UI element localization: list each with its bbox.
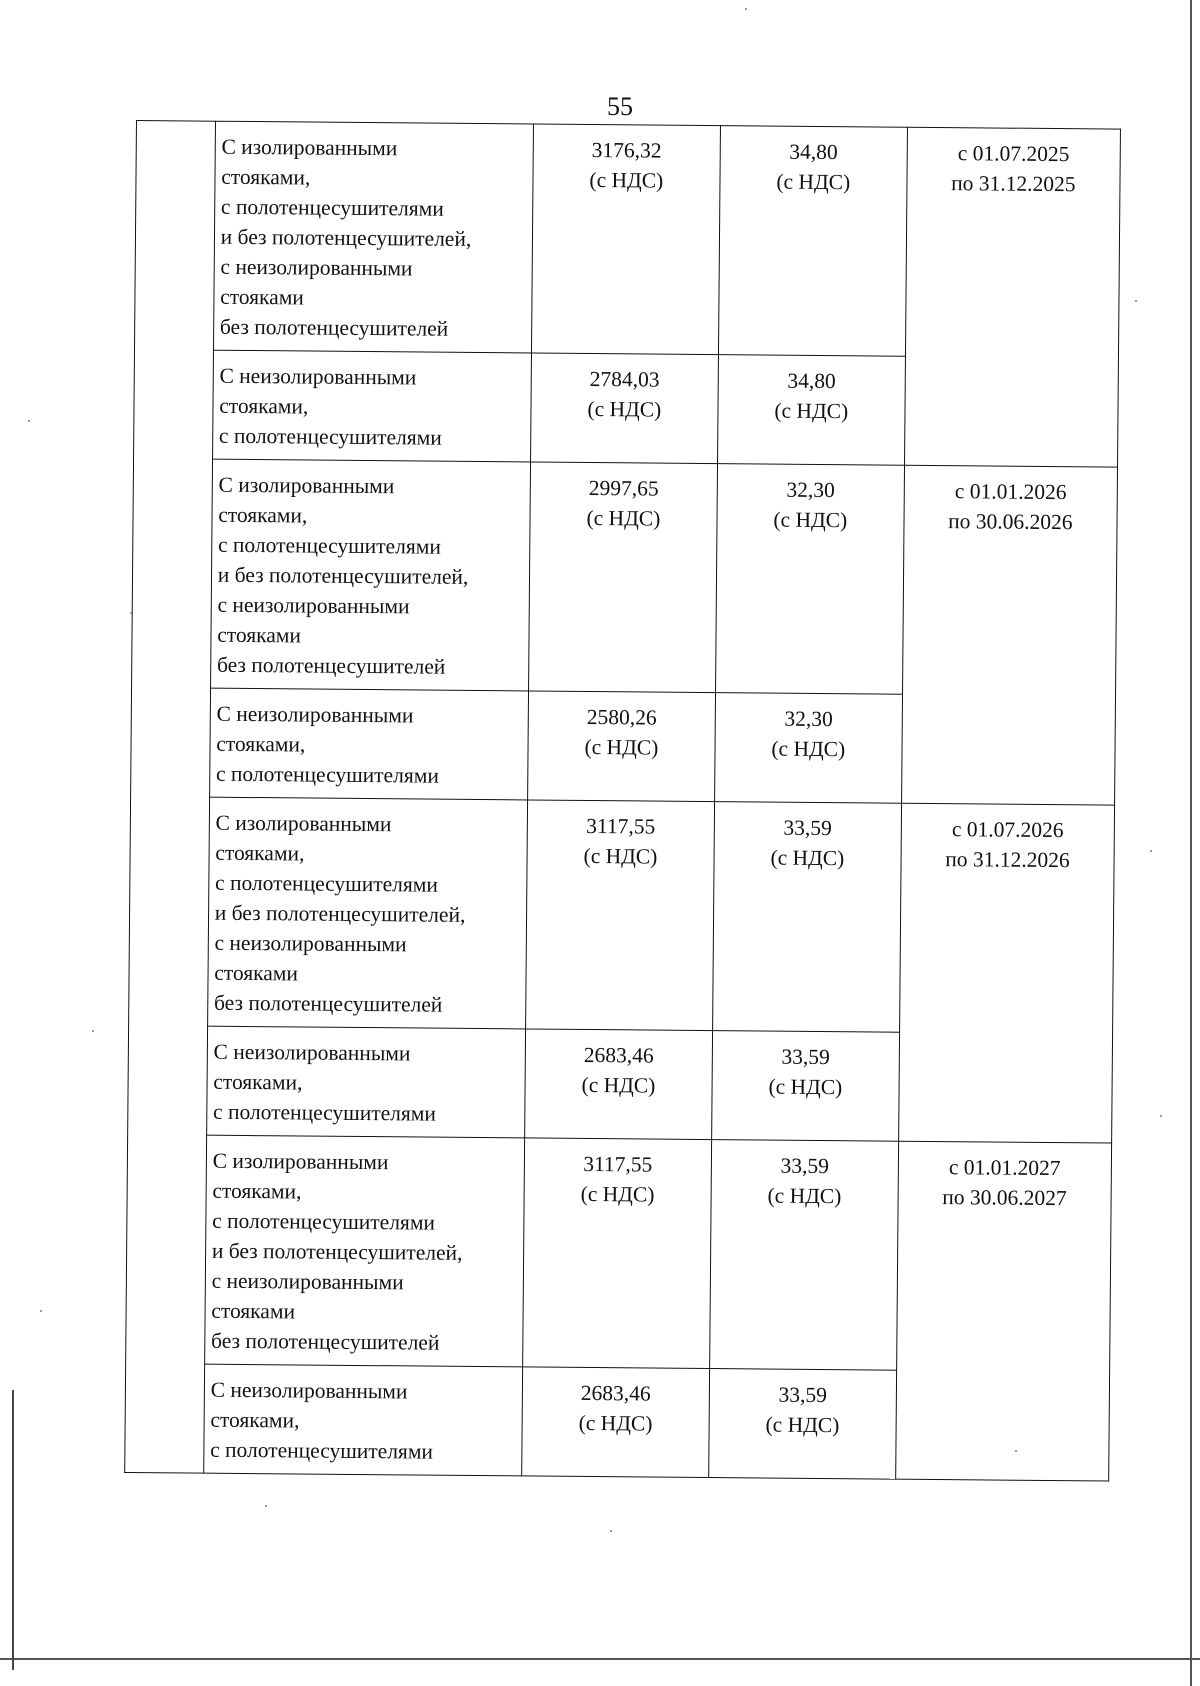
vat-note: (с НДС) xyxy=(773,507,848,533)
vat-note: (с НДС) xyxy=(584,734,659,760)
rate-value-cell xyxy=(717,355,905,466)
period-end: по 31.12.2026 xyxy=(945,847,1070,873)
riser-type-line: стояками, xyxy=(216,731,306,757)
blank-left-column xyxy=(125,121,216,1474)
riser-type-line: С изолированными xyxy=(221,134,398,161)
riser-type-line: С неизолированными xyxy=(219,363,417,390)
riser-type-line: С изолированными xyxy=(218,472,395,499)
tariff-value: 2997,65 xyxy=(588,475,659,501)
rate-value: 33,59 xyxy=(783,815,832,841)
riser-type-line: и без полотенцесушителей, xyxy=(211,1238,463,1265)
vat-note: (с НДС) xyxy=(768,1074,843,1100)
tariff-table xyxy=(124,120,1121,1482)
tariff-value-cell xyxy=(523,1138,712,1369)
riser-type-line: стояками, xyxy=(219,393,309,419)
riser-type-cell xyxy=(203,1364,522,1476)
scan-speck xyxy=(745,8,747,10)
riser-type-line: С неизолированными xyxy=(210,1377,408,1404)
riser-type-line: стояками xyxy=(217,622,302,648)
page-number: 55 xyxy=(607,92,633,121)
scan-speck xyxy=(1135,300,1137,302)
scan-speck xyxy=(610,1530,612,1532)
scan-page-edge-bottom xyxy=(0,1658,1200,1660)
rate-value-cell xyxy=(715,464,904,695)
vat-note: (с НДС) xyxy=(587,396,662,422)
riser-type-line: стояками, xyxy=(212,1178,302,1204)
vat-note: (с НДС) xyxy=(767,1183,842,1209)
riser-type-line: и без полотенцесушителей, xyxy=(217,562,469,589)
riser-type-line: с полотенцесушителями xyxy=(212,1208,436,1235)
table-row xyxy=(129,796,1115,1034)
rate-value: 34,80 xyxy=(787,368,836,394)
tariff-value-cell xyxy=(530,353,718,464)
tariff-value: 2580,26 xyxy=(586,704,657,730)
scan-speck xyxy=(130,612,132,614)
riser-type-line: стояками, xyxy=(210,1407,300,1433)
riser-type-line: стояками xyxy=(220,284,304,310)
vat-note: (с НДС) xyxy=(771,736,846,762)
vat-note: (с НДС) xyxy=(586,505,661,531)
riser-type-line: С неизолированными xyxy=(216,701,414,728)
rate-value-cell xyxy=(711,1031,899,1142)
period-start: с 01.01.2026 xyxy=(954,479,1067,505)
tariff-value: 3117,55 xyxy=(586,813,656,839)
tariff-value-cell xyxy=(526,800,715,1031)
riser-type-line: стояками, xyxy=(213,1069,303,1095)
period-end: по 31.12.2025 xyxy=(951,171,1076,197)
scan-page-edge-left xyxy=(12,1390,14,1670)
tariff-value: 3117,55 xyxy=(583,1151,653,1177)
riser-type-line: с неизолированными xyxy=(217,592,410,619)
riser-type-line: стояками, xyxy=(218,502,308,528)
riser-type-cell xyxy=(213,121,533,353)
vat-note: (с НДС) xyxy=(583,843,658,869)
period-end: по 30.06.2026 xyxy=(948,509,1073,535)
riser-type-line: с полотенцесушителями xyxy=(217,532,442,559)
rate-value-cell xyxy=(712,802,901,1033)
rate-value-cell xyxy=(718,126,907,357)
tariff-value: 2784,03 xyxy=(589,366,660,392)
vat-note: (с НДС) xyxy=(765,1412,840,1438)
vat-note: (с НДС) xyxy=(589,167,664,193)
period-start: с 01.07.2026 xyxy=(951,817,1064,843)
tariff-value: 2683,46 xyxy=(583,1042,654,1068)
riser-type-cell xyxy=(204,1135,524,1367)
rate-value-cell xyxy=(709,1369,897,1480)
riser-type-line: с полотенцесушителями xyxy=(212,1099,437,1126)
riser-type-line: с полотенцесушителями xyxy=(214,870,439,897)
tariff-value-cell xyxy=(525,1029,713,1140)
period-end: по 30.06.2027 xyxy=(942,1185,1067,1211)
riser-type-line: стояками xyxy=(211,1298,296,1324)
period-cell xyxy=(901,465,1117,805)
vat-note: (с НДС) xyxy=(770,845,845,871)
riser-type-line: с неизолированными xyxy=(220,254,413,281)
period-start: с 01.01.2027 xyxy=(948,1155,1061,1181)
scan-speck xyxy=(28,420,30,422)
rate-value: 33,59 xyxy=(781,1044,830,1070)
riser-type-line: стояками, xyxy=(215,840,305,866)
rate-value-cell xyxy=(714,693,902,804)
riser-type-line: с полотенцесушителями xyxy=(220,194,444,221)
table-row xyxy=(134,121,1120,359)
riser-type-line: без полотенцесушителей xyxy=(219,314,449,341)
riser-type-line: С неизолированными xyxy=(213,1039,411,1066)
vat-note: (с НДС) xyxy=(776,169,851,195)
rate-value: 33,59 xyxy=(780,1153,830,1179)
riser-type-line: С изолированными xyxy=(212,1148,389,1175)
riser-type-line: без полотенцесушителей xyxy=(210,1328,440,1355)
riser-type-line: с неизолированными xyxy=(214,930,407,957)
vat-note: (с НДС) xyxy=(581,1072,656,1098)
rate-value-cell xyxy=(709,1140,898,1371)
period-cell xyxy=(895,1141,1111,1481)
rate-value: 32,30 xyxy=(784,706,833,732)
riser-type-line: с полотенцесушителями xyxy=(218,423,442,450)
period-cell xyxy=(904,127,1120,467)
vat-note: (с НДС) xyxy=(580,1181,655,1207)
vat-note: (с НДС) xyxy=(774,398,849,424)
riser-type-cell xyxy=(209,688,528,800)
rate-value: 33,59 xyxy=(778,1382,828,1408)
tariff-value-cell xyxy=(522,1367,710,1478)
riser-type-line: и без полотенцесушителей, xyxy=(220,224,472,251)
tariff-value-cell xyxy=(531,124,720,355)
table-row xyxy=(132,458,1118,696)
scan-speck xyxy=(1160,1115,1162,1117)
riser-type-line: с неизолированными xyxy=(211,1268,404,1295)
riser-type-line: без полотенцесушителей xyxy=(213,990,443,1017)
rate-value: 34,80 xyxy=(789,139,838,165)
riser-type-line: без полотенцесушителей xyxy=(216,652,446,679)
riser-type-cell xyxy=(207,797,527,1029)
riser-type-cell xyxy=(212,350,531,462)
scan-speck xyxy=(92,1030,94,1032)
tariff-value-cell xyxy=(528,691,716,802)
period-start: с 01.07.2025 xyxy=(957,141,1070,167)
riser-type-line: С изолированными xyxy=(215,810,392,837)
riser-type-line: стояками xyxy=(214,960,299,986)
tariff-value-cell xyxy=(528,462,717,693)
riser-type-cell xyxy=(210,459,530,691)
period-cell xyxy=(898,803,1114,1143)
scan-speck xyxy=(1015,1450,1017,1452)
tariff-value: 2683,46 xyxy=(580,1380,651,1406)
riser-type-line: с полотенцесушителями xyxy=(210,1437,434,1464)
scan-speck xyxy=(265,1505,267,1507)
vat-note: (с НДС) xyxy=(578,1410,653,1436)
riser-type-line: с полотенцесушителями xyxy=(215,761,440,788)
scan-page-edge-right xyxy=(1190,0,1192,1686)
tariff-value: 3176,32 xyxy=(591,137,662,163)
riser-type-cell xyxy=(206,1026,525,1138)
scan-speck xyxy=(1150,850,1152,852)
scan-speck xyxy=(40,1310,42,1312)
riser-type-line: и без полотенцесушителей, xyxy=(214,900,466,927)
rate-value: 32,30 xyxy=(786,477,835,503)
table-row xyxy=(126,1134,1112,1372)
riser-type-line: стояками, xyxy=(221,164,311,190)
